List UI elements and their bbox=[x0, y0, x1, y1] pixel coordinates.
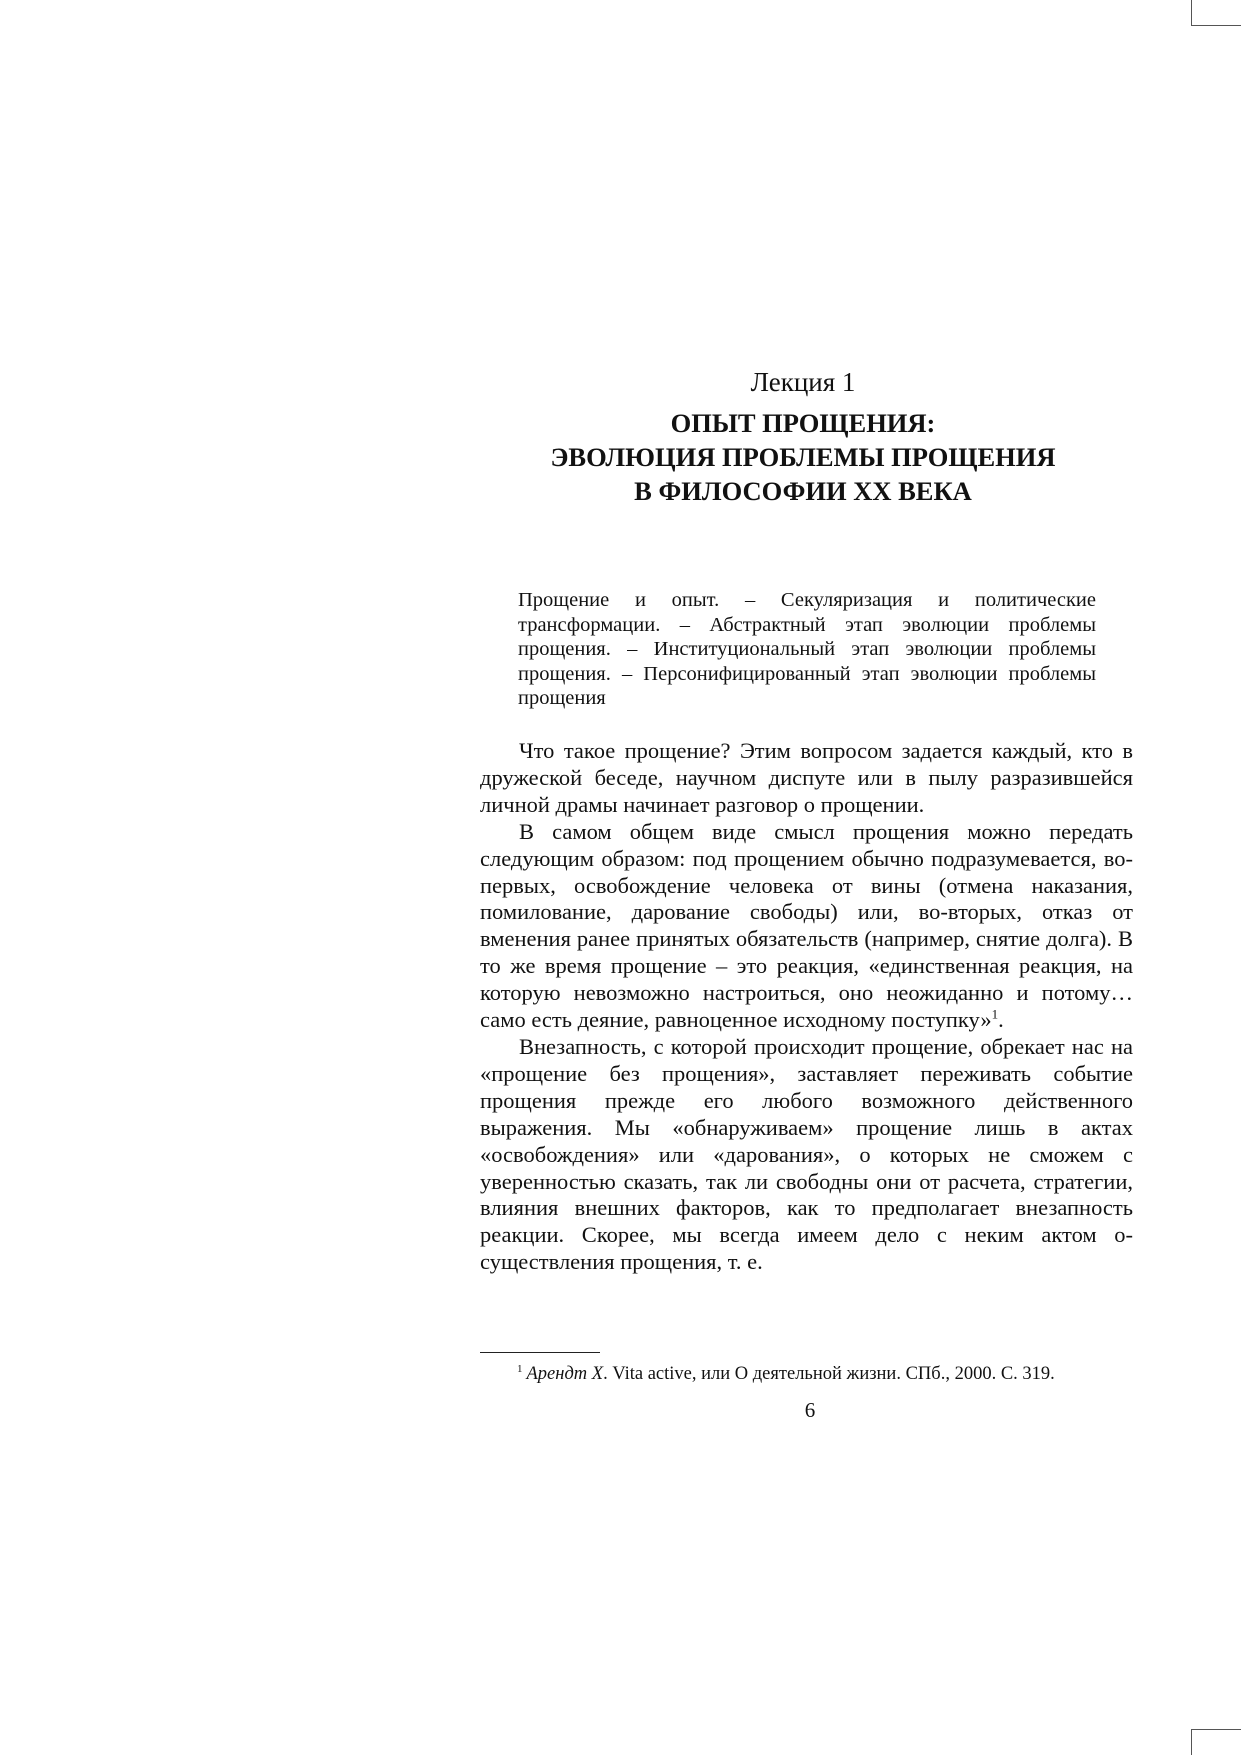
body-text bbox=[480, 738, 1133, 1276]
crop-mark-bottom-vertical bbox=[1191, 1729, 1192, 1755]
crop-mark-top-vertical bbox=[1191, 0, 1192, 26]
footnote-mark: 1 bbox=[517, 1362, 523, 1375]
footnote-author: Арендт Х bbox=[526, 1364, 604, 1384]
footnote-divider bbox=[480, 1352, 600, 1353]
paragraph-2 bbox=[480, 819, 1133, 1034]
title-line-3: В ФИЛОСОФИИ XX ВЕКА bbox=[634, 476, 972, 506]
lecture-header bbox=[480, 362, 1126, 508]
lecture-abstract: Прощение и опыт. – Секуляризация и политические трансформации. – Абстрактный этап эволюции проблемы прощения. – Институциональный этап эволюции проблемы прощения. – Персонифицированный этап эволюции проблемы прощения bbox=[518, 589, 1096, 709]
paragraph-3: Внезапность, с которой происходит прощение, обрекает нас на «прощение без прощения», заставляет переживать событие прощения прежде его любого возможного действенного выражения. Мы «обнаруживаем» прощение лишь в актах «освобождения» или «дарования», о которых не сможем с уверенностью сказать, так ли свободны они от расчета, стратегии, влияния внешних факторов, как то предполагает внезапность реакции. Скорее, мы всегда имеем дело с неким актом о-существления прощения, т. е. bbox=[480, 1033, 1133, 1275]
footnote-reference[interactable]: 1 bbox=[991, 1006, 999, 1022]
paragraph-2-end: . bbox=[998, 1007, 1004, 1033]
lecture-title bbox=[480, 406, 1126, 508]
paragraph-2-text: В самом общем виде смысл прощения можно передать следующим образом: под прощением обычно подразумевается, во-первых, освобождение человека от вины (отмена наказания, помилование, дарование свободы) или, во-вторых, отказ от вменения ранее принятых обязательств (например, снятие долга). В то же время прощение – это реакция, «единственная реакция, на которую невозможно настроиться, оно неожиданно и потому… само есть деяние, равноценное исходному поступку» bbox=[480, 818, 1133, 1033]
title-line-1: ОПЫТ ПРОЩЕНИЯ: bbox=[670, 408, 936, 438]
lecture-label: Лекция 1 bbox=[750, 367, 856, 397]
footnote-text: . Vita active, или О деятельной жизни. СПб., 2000. С. 319. bbox=[603, 1364, 1055, 1384]
crop-mark-top-horizontal bbox=[1191, 25, 1241, 26]
crop-mark-bottom-horizontal bbox=[1191, 1729, 1241, 1730]
page-number: 6 bbox=[804, 1398, 816, 1422]
title-line-2: ЭВОЛЮЦИЯ ПРОБЛЕМЫ ПРОЩЕНИЯ bbox=[550, 442, 1056, 472]
footnote bbox=[517, 1362, 1137, 1386]
paragraph-1: Что такое прощение? Этим вопросом задается каждый, кто в дружеской беседе, научном диспуте или в пылу разразившейся личной драмы начинает разговор о прощении. bbox=[480, 738, 1133, 817]
